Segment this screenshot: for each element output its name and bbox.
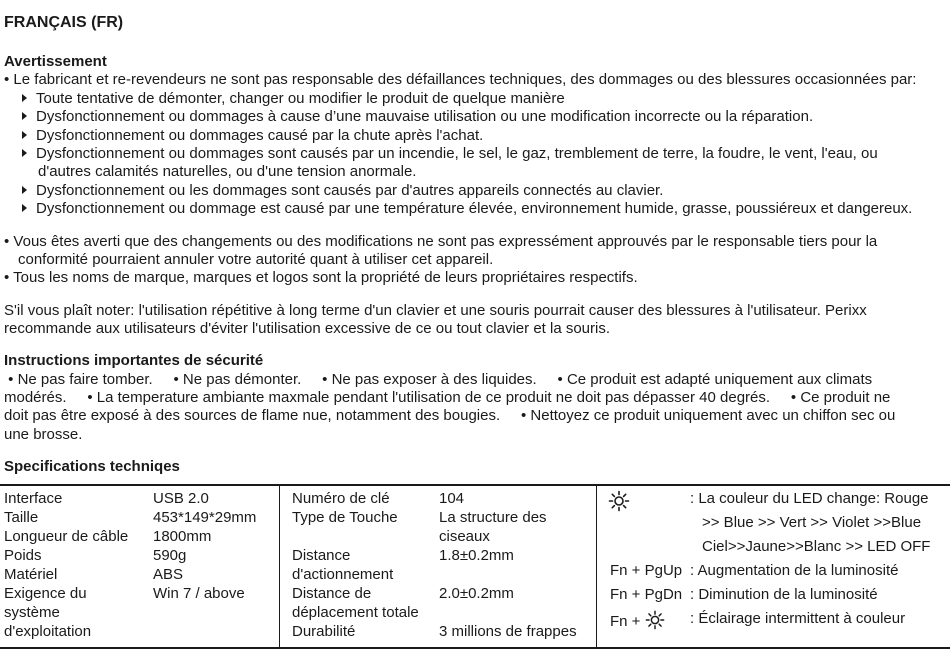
spec-value: 590g (153, 547, 187, 564)
spec-label: d'actionnement (292, 566, 394, 583)
spec-label: d'exploitation (4, 623, 92, 640)
list-item: Dysfonctionnement ou dommages sont causés par un incendie, le sel, le gaz, tremblement de terre, la foudre, le vent, l'eau, ou (22, 145, 878, 163)
page-title: FRANÇAIS (FR) (4, 14, 124, 31)
spec-label: Numéro de clé (292, 490, 390, 507)
list-item-continuation: d'autres calamités naturelles, ou d'une tension anormale. (38, 163, 417, 180)
safety-line: doit pas être exposé à des sources de flame nue, notamment des bougies. • Nettoyez ce produit uniquement avec un chiffon sec ou (4, 407, 896, 424)
safety-line: une brosse. (4, 426, 83, 443)
spec-value: 104 (439, 490, 465, 507)
spec-label: Longueur de câble (4, 528, 129, 545)
spec-label: déplacement totale (292, 604, 419, 621)
shortcut-desc: : Diminution de la luminosité (690, 586, 878, 603)
bullet-modifications: • Vous êtes averti que des changements ou des modifications ne sont pas expressément approuvés par le responsable tiers pour la (4, 233, 878, 250)
spec-value: La structure des (439, 509, 547, 526)
shortcut-key: Fn + (610, 610, 665, 631)
spec-value: ciseaux (439, 528, 490, 545)
specs-heading: Specifications techniqes (4, 458, 180, 475)
triangle-bullet-icon (22, 94, 27, 102)
shortcut-key: Fn + PgUp (610, 562, 683, 579)
table-bottom-rule (0, 647, 950, 649)
sun-icon (608, 490, 630, 512)
spec-label: Distance (292, 547, 351, 564)
bullet-trademarks: • Tous les noms de marque, marques et logos sont la propriété de leurs propriétaires respectifs. (4, 269, 638, 286)
safety-line: modérés. • La temperature ambiante maxmale pendant l'utilisation de ce produit ne doit pas dépasser 40 degrés. • Ce produit ne (4, 389, 891, 406)
spec-label: Exigence du (4, 585, 87, 602)
spec-label: Matériel (4, 566, 58, 583)
spec-value: 1.8±0.2mm (439, 547, 514, 564)
spec-value: 3 millions de frappes (439, 623, 577, 640)
warning-heading: Avertissement (4, 53, 107, 70)
spec-label: système (4, 604, 60, 621)
triangle-bullet-icon (22, 112, 27, 120)
list-item: Dysfonctionnement ou dommage est causé par une température élevée, environnement humide, grasse, poussiéreux et dangereux. (22, 200, 912, 218)
triangle-bullet-icon (22, 186, 27, 194)
triangle-bullet-icon (22, 131, 27, 139)
shortcut-desc: : Augmentation de la luminosité (690, 562, 899, 579)
sun-icon (645, 610, 665, 630)
spec-value: USB 2.0 (153, 490, 209, 507)
spec-label: Distance de (292, 585, 372, 602)
spec-value: Win 7 / above (153, 585, 245, 602)
warning-intro: • Le fabricant et re-revendeurs ne sont pas responsable des défaillances techniques, des dommages ou des blessures occasionnées par: (4, 71, 917, 88)
triangle-bullet-icon (22, 149, 27, 157)
column-divider (279, 484, 280, 648)
list-item: Dysfonctionnement ou dommages à cause d’une mauvaise utilisation ou une modification incorrecte ou la réparation. (22, 108, 813, 126)
spec-value: 1800mm (153, 528, 212, 545)
led-color-line: Ciel>>Jaune>>Blanc >> LED OFF (702, 538, 931, 555)
note-line: recommande aux utilisateurs d'éviter l'utilisation excessive de ce ou tout clavier et la souris. (4, 320, 611, 337)
shortcut-key: Fn + PgDn (610, 586, 683, 603)
safety-line: • Ne pas faire tomber. • Ne pas démonter. • Ne pas exposer à des liquides. • Ce produit est adapté uniquement aux climats (4, 371, 873, 388)
bullet-modifications-cont: conformité pourraient annuler votre autorité quant à utiliser cet appareil. (18, 251, 494, 268)
spec-label: Durabilité (292, 623, 356, 640)
spec-label: Interface (4, 490, 63, 507)
note-line: S'il vous plaît noter: l'utilisation répétitive à long terme d'un clavier et une souris pourrait causer des blessures à l'utilisateur. Perixx (4, 302, 867, 319)
spec-label: Type de Touche (292, 509, 398, 526)
column-divider (596, 484, 597, 648)
list-item: Toute tentative de démonter, changer ou modifier le produit de quelque manière (22, 90, 565, 108)
spec-label: Taille (4, 509, 39, 526)
spec-value: ABS (153, 566, 184, 583)
spec-value: 2.0±0.2mm (439, 585, 514, 602)
shortcut-desc: : Éclairage intermittent à couleur (690, 610, 906, 627)
triangle-bullet-icon (22, 204, 27, 212)
led-color-line: : La couleur du LED change: Rouge (690, 490, 929, 507)
list-item: Dysfonctionnement ou les dommages sont causés par d'autres appareils connectés au clavier. (22, 182, 663, 200)
led-color-line: >> Blue >> Vert >> Violet >>Blue (702, 514, 922, 531)
spec-value: 453*149*29mm (153, 509, 257, 526)
safety-heading: Instructions importantes de sécurité (4, 352, 264, 369)
list-item: Dysfonctionnement ou dommages causé par la chute après l'achat. (22, 127, 483, 145)
table-top-rule (0, 484, 950, 486)
spec-label: Poids (4, 547, 42, 564)
